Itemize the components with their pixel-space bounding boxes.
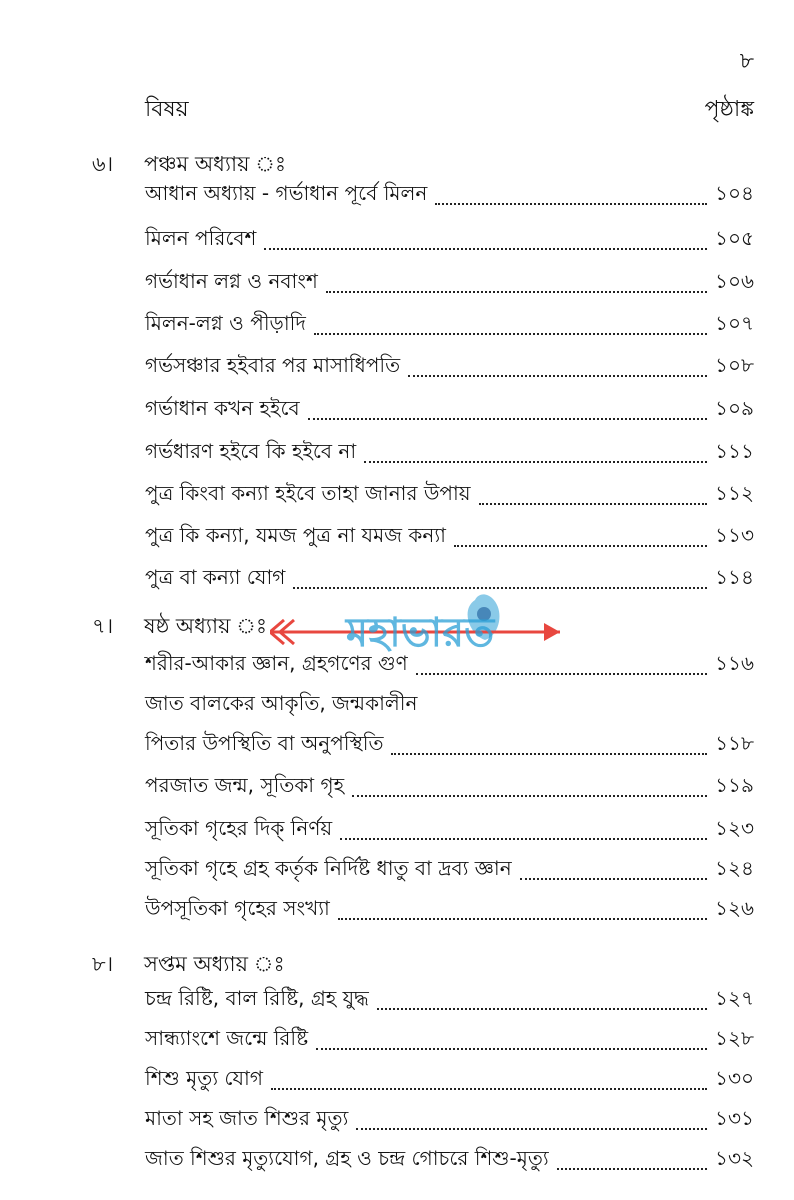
entry-page: ১০৪ <box>715 181 754 205</box>
toc-entry <box>145 815 754 847</box>
entry-page: ১০৮ <box>715 353 754 377</box>
entry-title: গর্ভসঞ্চার হইবার পর মাসাধিপতি <box>145 353 401 377</box>
entry-title: জাত বালকের আকৃতি, জন্মকালীন <box>145 691 418 715</box>
toc-entry <box>145 180 754 212</box>
entry-title: সান্ধ্যাংশে জন্মে রিষ্টি <box>145 1026 309 1050</box>
watermark-text: মহাভারত <box>345 610 495 656</box>
entry-page: ১১১ <box>715 439 754 463</box>
toc-entry <box>145 1025 754 1057</box>
toc-entry <box>145 1065 754 1097</box>
entry-page: ১০৭ <box>715 311 754 335</box>
dot-leader <box>308 418 707 420</box>
dot-leader <box>520 878 707 880</box>
dot-leader <box>264 248 707 250</box>
section-number: ৮। <box>92 952 114 976</box>
dot-leader <box>356 1128 707 1130</box>
toc-entry <box>145 438 754 470</box>
entry-title: সূতিকা গৃহে গ্রহ কর্তৃক নির্দিষ্ট ধাতু বা দ্রব্য জ্ঞান <box>145 856 512 880</box>
dot-leader <box>454 545 707 547</box>
dot-leader <box>316 1048 707 1050</box>
entry-title: সূতিকা গৃহের দিক্ নির্ণয় <box>145 816 333 840</box>
dot-leader <box>479 503 707 505</box>
entry-page: ১০৫ <box>715 226 754 250</box>
dot-leader <box>416 673 707 675</box>
entry-title: শিশু মৃত্যু যোগ <box>145 1066 263 1090</box>
toc-entry <box>145 1105 754 1137</box>
entry-title: পুত্র কিংবা কন্যা হইবে তাহা জানার উপায় <box>145 481 471 505</box>
dot-leader <box>338 918 707 920</box>
entry-page: ১১৮ <box>715 731 754 755</box>
arrow-head-icon <box>544 623 560 641</box>
dot-leader <box>557 1168 707 1170</box>
entry-page: ১২৭ <box>715 986 754 1010</box>
section-title: সপ্তম অধ্যায় ঃ <box>144 952 285 976</box>
entry-title: চন্দ্র রিষ্টি, বাল রিষ্টি, গ্রহ যুদ্ধ <box>145 986 369 1010</box>
toc-entry <box>145 268 754 300</box>
dot-leader <box>352 795 707 797</box>
entry-title: পরজাত জন্ম, সূতিকা গৃহ <box>145 773 345 797</box>
entry-page: ১০৯ <box>715 396 754 420</box>
entry-page: ১৩২ <box>715 1146 754 1170</box>
entry-title: গর্ভাধান লগ্ন ও নবাংশ <box>145 269 318 293</box>
toc-entry <box>145 522 754 554</box>
toc-entry <box>145 985 754 1017</box>
entry-title: মিলন পরিবেশ <box>145 226 257 250</box>
dot-leader <box>364 461 707 463</box>
toc-entry <box>145 352 754 384</box>
entry-page: ১২৪ <box>715 856 754 880</box>
entry-title: মিলন-লগ্ন ও পীড়াদি <box>145 311 306 335</box>
toc-entry <box>145 1145 754 1177</box>
entry-page: ১১৬ <box>715 651 754 675</box>
section-number: ৭। <box>92 614 114 638</box>
entry-title: পুত্র বা কন্যা যোগ <box>145 565 286 589</box>
dot-leader <box>340 838 707 840</box>
dot-leader <box>271 1088 707 1090</box>
entry-page: ১১৪ <box>715 565 754 589</box>
entry-title: জাত শিশুর মৃত্যুযোগ, গ্রহ ও চন্দ্র গোচরে শিশু-মৃত্যু <box>145 1146 549 1170</box>
contents-header <box>145 92 754 122</box>
entry-page: ১০৬ <box>715 269 754 293</box>
entry-title: উপসূতিকা গৃহের সংখ্যা <box>145 896 330 920</box>
dot-leader <box>435 203 707 205</box>
page-number: ৮ <box>739 49 754 74</box>
section-number: ৬। <box>92 152 114 176</box>
dot-leader <box>408 375 707 377</box>
entry-title: গর্ভাধান কখন হইবে <box>145 396 300 420</box>
section-title: পঞ্চম অধ্যায় ঃ <box>144 152 287 176</box>
page-column-heading: পৃষ্ঠাঙ্ক <box>704 97 754 122</box>
entry-page: ১২৬ <box>715 896 754 920</box>
dot-leader <box>377 1008 707 1010</box>
entry-page: ১২৮ <box>715 1026 754 1050</box>
entry-title: শরীর-আকার জ্ঞান, গ্রহগণের গুণ <box>145 651 408 675</box>
toc-entry <box>145 730 754 762</box>
toc-entry <box>145 395 754 427</box>
watermark-logo <box>270 590 570 670</box>
entry-title: পিতার উপস্থিতি বা অনুপস্থিতি <box>145 731 384 755</box>
section-heading <box>92 610 267 645</box>
subject-column-heading: বিষয় <box>145 97 189 122</box>
entry-page: ১১৯ <box>715 773 754 797</box>
entry-page: ১৩০ <box>715 1066 754 1090</box>
toc-entry <box>145 895 754 927</box>
toc-entry <box>145 690 754 722</box>
entry-page: ১৩১ <box>715 1106 754 1130</box>
dot-leader <box>314 333 707 335</box>
section-heading <box>92 948 285 983</box>
toc-entry <box>145 480 754 512</box>
toc-entry <box>145 310 754 342</box>
entry-title: পুত্র কি কন্যা, যমজ পুত্র না যমজ কন্যা <box>145 523 446 547</box>
toc-entry <box>145 855 754 887</box>
entry-page: ১১২ <box>715 481 754 505</box>
dot-leader <box>293 587 707 589</box>
toc-entry <box>145 225 754 257</box>
entry-page: ১১৩ <box>715 523 754 547</box>
toc-entry <box>145 772 754 804</box>
section-heading <box>92 148 286 183</box>
entry-title: গর্ভধারণ হইবে কি হইবে না <box>145 439 357 463</box>
entry-title: মাতা সহ জাত শিশুর মৃত্যু <box>145 1106 349 1130</box>
entry-page: ১২৩ <box>715 816 754 840</box>
dot-leader <box>326 291 707 293</box>
entry-title: আধান অধ্যায় - গর্ভাধান পূর্বে মিলন <box>145 181 428 205</box>
dot-leader <box>391 753 707 755</box>
section-title: ষষ্ঠ অধ্যায় ঃ <box>144 614 268 638</box>
